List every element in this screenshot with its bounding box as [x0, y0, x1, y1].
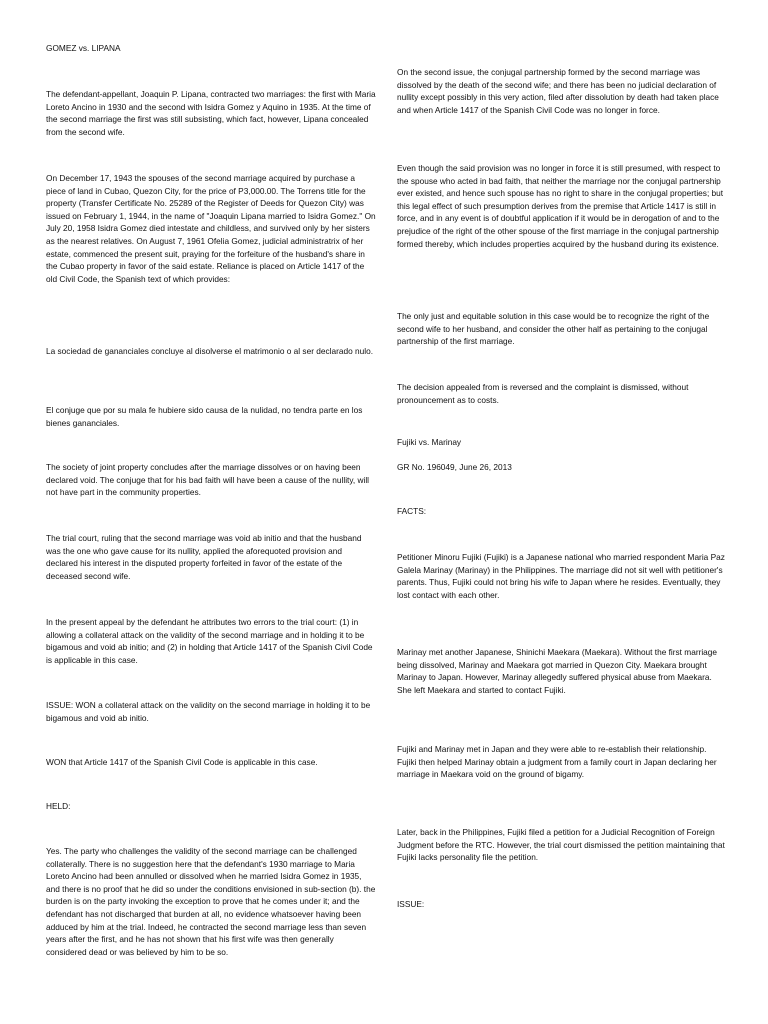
paragraph: The society of joint property concludes after the marriage dissolves or on having been declared void. The conjuge that for his bad faith will have been a cause of the nullity, will not have part in the community properties. [46, 462, 370, 498]
paragraph: The trial court, ruling that the second marriage was void ab initio and that the husband was the one who gave cause for its nullity, applied the aforequoted provision and declared his interest in the disputed property forfeited in favor of the estate of the deceased second wife. [46, 533, 362, 581]
document-title: GOMEZ vs. LIPANA [46, 43, 121, 53]
held-heading: HELD: [46, 801, 71, 811]
facts-heading: FACTS: [397, 506, 427, 516]
paragraph: WON that Article 1417 of the Spanish Civil Code is applicable in this case. [46, 757, 318, 767]
paragraph: Fujiki and Marinay met in Japan and they were able to re-establish their relationship. Fujiki then helped Marinay obtain a judgment from a family court in Japan declaring her marriage in Maekara void on the ground of bigamy. [397, 744, 717, 780]
paragraph: Later, back in the Philippines, Fujiki filed a petition for a Judicial Recognition of Foreign Judgment before the RTC. However, the trial court dismissed the petition maintaining that Fujiki lacks personality file the petition. [397, 827, 725, 863]
paragraph: The defendant-appellant, Joaquin P. Lipana, contracted two marriages: the first with Maria Loreto Ancino in 1930 and the second with Isidra Gomez y Aquino in 1935. At the time of the second marriage the first was still subsisting, which fact, however, Lipana concealed from the second wife. [46, 89, 376, 137]
case-title: Fujiki vs. Marinay [397, 437, 462, 447]
issue-heading: ISSUE: WON a collateral attack on the validity on the second marriage in holding it to be bigamous and void ab initio. [46, 700, 371, 723]
case-citation: GR No. 196049, June 26, 2013 [397, 462, 512, 472]
paragraph: The only just and equitable solution in this case would be to recognize the right of the second wife to her husband, and consider the other half as pertaining to the conjugal partnership of the first marriage. [397, 311, 710, 347]
paragraph: Yes. The party who challenges the validity of the second marriage can be challenged collaterally. There is no suggestion here that the defendant's 1930 marriage to Maria Loreto Ancino had been annulled or dissolved when he married Isidra Gomez in 1935, and there is no proof that he did so under the conditions envisioned in sub-section (b). the burden is on the party invoking the exception to prove that he comes under it; and the defendant has not discharged that burden at all, no evidence whatsoever having been adduced by him at the trial. Indeed, he contracted the second marriage less than seven years after the first, and he has not shown that his first wife was then generally considered dead or was believed by him to be so. [46, 846, 376, 957]
paragraph: In the present appeal by the defendant he attributes two errors to the trial court: (1) in allowing a collateral attack on the validity of the second marriage and in holding it to be bigamous and void ab initio; and (2) in holding that Article 1417 of the Spanish Civil Code is applicable in this case. [46, 617, 373, 665]
paragraph: Petitioner Minoru Fujiki (Fujiki) is a Japanese national who married respondent Maria Paz Galela Marinay (Marinay) in the Philippines. The marriage did not sit well with petitioner's parents. Thus, Fujiki could not bring his wife to Japan where he resides. Eventually, they lost contact with each other. [397, 552, 725, 600]
paragraph: El conjuge que por su mala fe hubiere sido causa de la nulidad, no tendra parte en los bienes gananciales. [46, 405, 363, 428]
paragraph: The decision appealed from is reversed and the complaint is dismissed, without pronouncement as to costs. [397, 382, 689, 405]
paragraph: On the second issue, the conjugal partnership formed by the second marriage was dissolved by the death of the second wife; and there has been no judicial declaration of nullity except possibly in this very action, filed after dissolution by death had taken place and when Article 1417 of the Spanish Civil Code was no longer in force. [397, 67, 719, 115]
paragraph: La sociedad de gananciales concluye al disolverse el matrimonio o al ser declarado nulo. [46, 346, 373, 356]
paragraph: Marinay met another Japanese, Shinichi Maekara (Maekara). Without the first marriage being dissolved, Marinay and Maekara got married in Quezon City. Maekara brought Marinay to Japan. However, Marinay allegedly suffered physical abuse from Maekara. She left Maekara and started to contact Fujiki. [397, 647, 718, 695]
paragraph: On December 17, 1943 the spouses of the second marriage acquired by purchase a piece of land in Cubao, Quezon City, for the price of P3,000.00. The Torrens title for the property (Transfer Certificate No. 25289 of the Register of Deeds for Quezon City) was issued on February 1, 1944, in the name of "Joaquin Lipana married to Isidra Gomez." On July 20, 1958 Isidra Gomez died intestate and childless, and survived only by her sisters as the nearest relatives. On August 7, 1961 Ofelia Gomez, judicial administratrix of her estate, commenced the present suit, praying for the forfeiture of the husband's share in the Cubao property in favor of the said estate. Reliance is placed on Article 1417 of the old Civil Code, the Spanish text of which provides: [46, 173, 376, 284]
issue-heading: ISSUE: [397, 899, 425, 909]
paragraph: Even though the said provision was no longer in force it is still presumed, with respect to the spouse who acted in bad faith, that neither the marriage nor the conjugal partnership ever existed, and hence such spouse has no right to share in the conjugal properties; but this legal effect of such presumption derives from the premise that Article 1417 is still in force, and in any event is of doubtful application if it would be in derogation of and to the prejudice of the right of the other spouse of the first marriage in the conjugal partnership formed thereby, which includes properties acquired by the husband during its existence. [397, 163, 724, 249]
